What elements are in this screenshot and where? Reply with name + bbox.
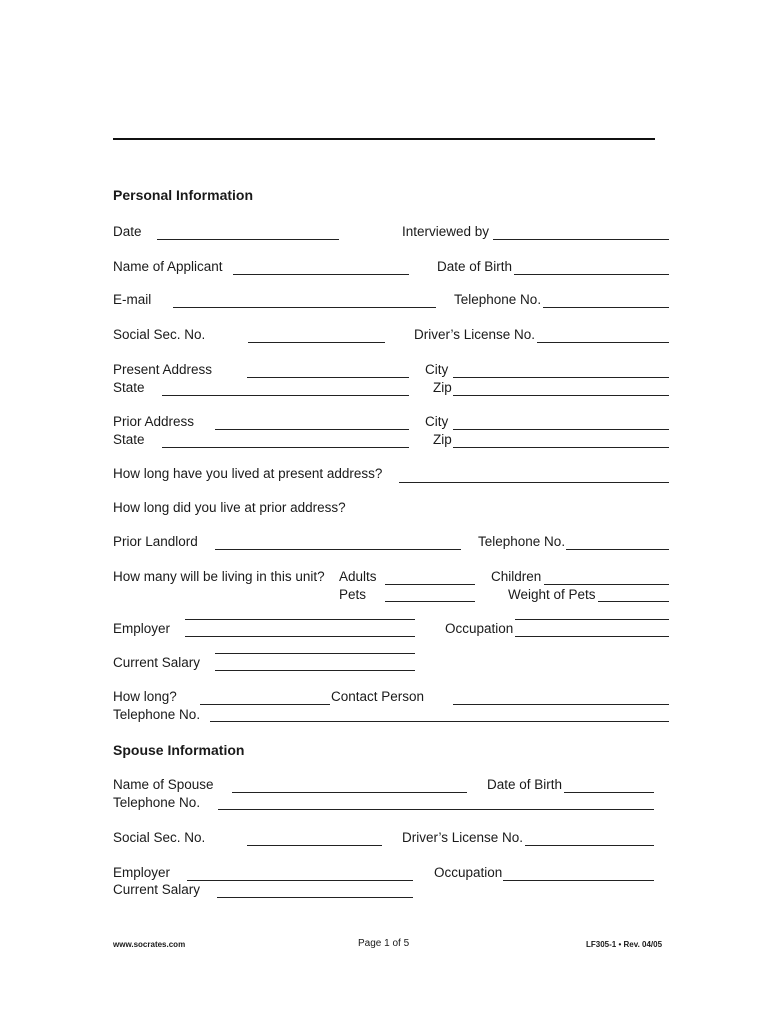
social-sec-label: Social Sec. No. xyxy=(113,327,206,342)
date-of-birth-label: Date of Birth xyxy=(437,259,513,274)
spouse-telephone-field[interactable] xyxy=(218,809,654,810)
spouse-occupation-field[interactable] xyxy=(503,880,654,881)
spouse-social-sec-field[interactable] xyxy=(247,845,382,846)
spouse-social-sec-label: Social Sec. No. xyxy=(113,830,206,845)
prior-city-field[interactable] xyxy=(453,429,669,430)
employer-field[interactable] xyxy=(185,636,415,637)
landlord-telephone-field[interactable] xyxy=(566,549,669,550)
present-address-label: Present Address xyxy=(113,362,213,377)
date-of-birth-field[interactable] xyxy=(514,274,669,275)
prior-address-label: Prior Address xyxy=(113,414,195,429)
current-salary-field-upper[interactable] xyxy=(215,653,415,654)
spouse-drivers-license-label: Driver’s License No. xyxy=(402,830,524,845)
how-long-present-field[interactable] xyxy=(399,482,669,483)
footer-form-code: LF305-1 • Rev. 04/05 xyxy=(586,940,663,949)
name-of-applicant-field[interactable] xyxy=(233,274,409,275)
spouse-current-salary-label: Current Salary xyxy=(113,882,201,897)
footer-website: www.socrates.com xyxy=(113,940,186,949)
spouse-current-salary-field[interactable] xyxy=(217,897,413,898)
name-of-spouse-field[interactable] xyxy=(232,792,467,793)
how-long-label: How long? xyxy=(113,689,177,704)
personal-section-heading: Personal Information xyxy=(113,187,254,203)
spouse-occupation-label: Occupation xyxy=(434,865,503,880)
present-zip-label: Zip xyxy=(433,380,452,395)
date-field[interactable] xyxy=(157,239,339,240)
current-salary-field[interactable] xyxy=(215,670,415,671)
spouse-employer-label: Employer xyxy=(113,865,171,880)
occupation-field[interactable] xyxy=(515,636,669,637)
interviewed-by-label: Interviewed by xyxy=(402,224,490,239)
footer-page-number: Page 1 of 5 xyxy=(358,938,410,949)
how-long-prior-label: How long did you live at prior address? xyxy=(113,500,346,515)
landlord-telephone-label: Telephone No. xyxy=(478,534,566,549)
prior-zip-field[interactable] xyxy=(453,447,669,448)
weight-of-pets-field[interactable] xyxy=(598,601,669,602)
telephone-label: Telephone No. xyxy=(454,292,542,307)
occupation-label: Occupation xyxy=(445,621,514,636)
employer-telephone-field[interactable] xyxy=(210,721,669,722)
present-zip-field[interactable] xyxy=(453,395,669,396)
interviewed-by-field[interactable] xyxy=(493,239,669,240)
present-state-field[interactable] xyxy=(162,395,409,396)
how-many-living-label: How many will be living in this unit? xyxy=(113,569,325,584)
email-label: E-mail xyxy=(113,292,152,307)
prior-city-label: City xyxy=(425,414,449,429)
prior-state-field[interactable] xyxy=(162,447,409,448)
present-address-field[interactable] xyxy=(247,377,409,378)
email-field[interactable] xyxy=(173,307,436,308)
drivers-license-field[interactable] xyxy=(537,342,669,343)
contact-person-field[interactable] xyxy=(453,704,669,705)
occupation-field-upper[interactable] xyxy=(515,619,669,620)
pets-field[interactable] xyxy=(385,601,475,602)
present-city-field[interactable] xyxy=(453,377,669,378)
children-label: Children xyxy=(491,569,542,584)
spouse-section-heading: Spouse Information xyxy=(113,742,245,758)
adults-field[interactable] xyxy=(385,584,475,585)
spouse-date-of-birth-label: Date of Birth xyxy=(487,777,563,792)
spouse-employer-field[interactable] xyxy=(187,880,413,881)
present-city-label: City xyxy=(425,362,449,377)
name-of-applicant-label: Name of Applicant xyxy=(113,259,223,274)
prior-zip-label: Zip xyxy=(433,432,452,447)
title-rule xyxy=(113,138,655,140)
telephone-field[interactable] xyxy=(543,307,669,308)
prior-state-label: State xyxy=(113,432,145,447)
name-of-spouse-label: Name of Spouse xyxy=(113,777,214,792)
contact-person-label: Contact Person xyxy=(331,689,425,704)
adults-label: Adults xyxy=(339,569,377,584)
how-long-present-label: How long have you lived at present address? xyxy=(113,466,383,481)
spouse-date-of-birth-field[interactable] xyxy=(564,792,654,793)
weight-of-pets-label: Weight of Pets xyxy=(508,587,596,602)
prior-landlord-field[interactable] xyxy=(215,549,461,550)
social-sec-field[interactable] xyxy=(248,342,385,343)
spouse-telephone-label: Telephone No. xyxy=(113,795,201,810)
date-label: Date xyxy=(113,224,142,239)
drivers-license-label: Driver’s License No. xyxy=(414,327,536,342)
spouse-drivers-license-field[interactable] xyxy=(525,845,654,846)
pets-label: Pets xyxy=(339,587,367,602)
how-long-field[interactable] xyxy=(200,704,330,705)
prior-landlord-label: Prior Landlord xyxy=(113,534,198,549)
prior-address-field[interactable] xyxy=(215,429,409,430)
present-state-label: State xyxy=(113,380,145,395)
children-field[interactable] xyxy=(544,584,669,585)
employer-telephone-label: Telephone No. xyxy=(113,707,201,722)
employer-field-upper[interactable] xyxy=(185,619,415,620)
employer-label: Employer xyxy=(113,621,171,636)
current-salary-label: Current Salary xyxy=(113,655,201,670)
